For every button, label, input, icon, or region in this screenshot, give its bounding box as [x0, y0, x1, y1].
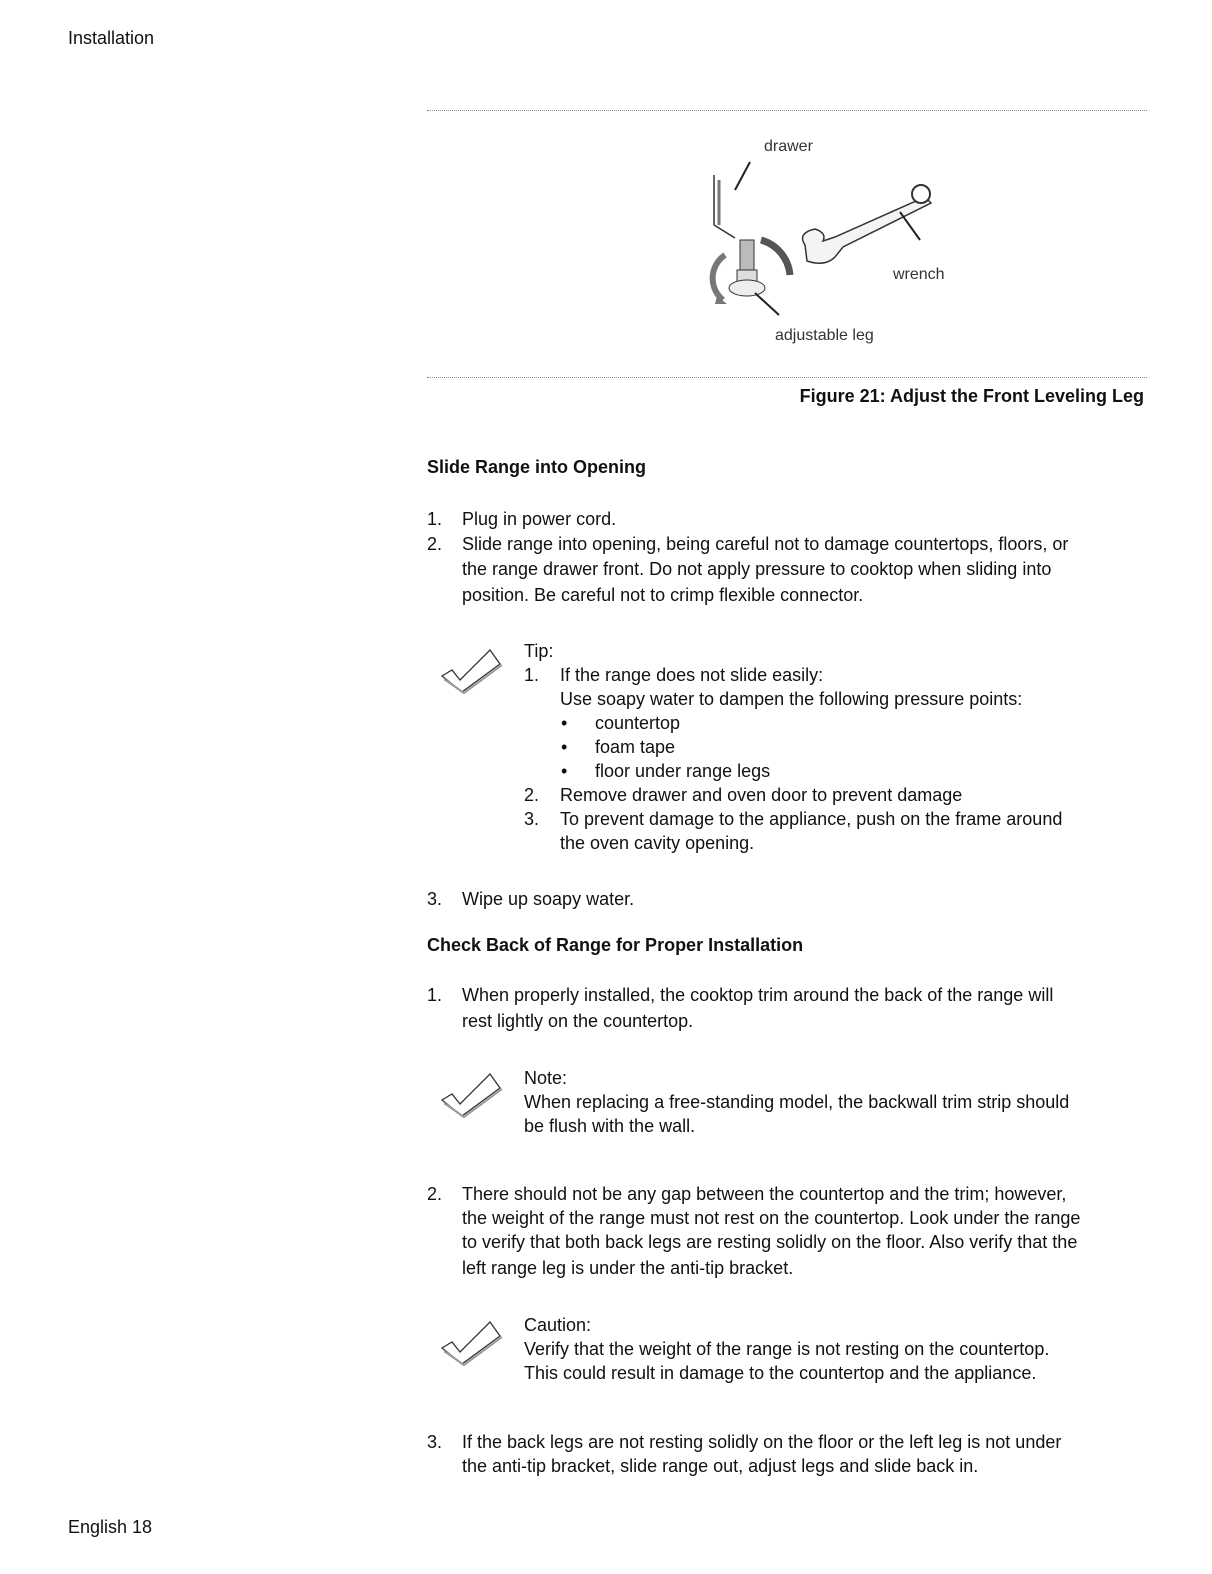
figure-top-rule — [427, 110, 1147, 111]
section-header: Installation — [68, 28, 155, 48]
tip-text: To prevent damage to the appliance, push on the frame around — [560, 809, 1063, 829]
step-text: the anti-tip bracket, slide range out, adjust legs and slide back in. — [462, 1456, 979, 1476]
wrench-label: wrench — [893, 266, 945, 283]
note-text: be flush with the wall. — [524, 1116, 696, 1136]
checkmark-icon — [440, 1320, 504, 1366]
bullet-dot: • — [561, 737, 568, 757]
drawer-label: drawer — [764, 138, 813, 155]
page-footer: English 18 — [68, 1517, 153, 1537]
step-text: the range drawer front. Do not apply pressure to cooktop when sliding into — [462, 559, 1052, 579]
caution-title: Caution: — [524, 1315, 592, 1335]
step-text: If the back legs are not resting solidly on the floor or the left leg is not under — [462, 1432, 1062, 1452]
step-number: 3. — [427, 1432, 443, 1452]
bullet-dot: • — [561, 761, 568, 781]
step-text: to verify that both back legs are resting solidly on the floor. Also verify that the — [462, 1232, 1078, 1252]
figure-bottom-rule — [427, 377, 1147, 378]
tip-item-number: 3. — [524, 809, 540, 829]
bullet-dot: • — [561, 713, 568, 733]
tip-bullet: countertop — [595, 713, 681, 733]
adjustable-leg-label: adjustable leg — [775, 327, 874, 344]
section-heading-check: Check Back of Range for Proper Installation — [427, 935, 804, 955]
caution-text: This could result in damage to the countertop and the appliance. — [524, 1363, 1037, 1383]
note-text: When replacing a free-standing model, the backwall trim strip should — [524, 1092, 1070, 1112]
wrench-leg-illustration — [695, 160, 965, 330]
tip-bullet: floor under range legs — [595, 761, 771, 781]
step-text: Slide range into opening, being careful not to damage countertops, floors, or — [462, 534, 1069, 554]
step-text: Plug in power cord. — [462, 509, 617, 529]
step-text: There should not be any gap between the countertop and the trim; however, — [462, 1184, 1067, 1204]
tip-item-number: 1. — [524, 665, 540, 685]
figure-caption: Figure 21: Adjust the Front Leveling Leg — [799, 386, 1144, 406]
tip-text: If the range does not slide easily: — [560, 665, 824, 685]
step-number: 2. — [427, 534, 443, 554]
tip-text: the oven cavity opening. — [560, 833, 755, 853]
step-number: 1. — [427, 509, 443, 529]
checkmark-icon — [440, 648, 504, 694]
tip-bullet: foam tape — [595, 737, 676, 757]
step-number: 3. — [427, 889, 443, 909]
step-text: When properly installed, the cooktop trim around the back of the range will — [462, 985, 1054, 1005]
step-number: 2. — [427, 1184, 443, 1204]
caution-text: Verify that the weight of the range is not resting on the countertop. — [524, 1339, 1050, 1359]
note-title: Note: — [524, 1068, 568, 1088]
tip-text: Remove drawer and oven door to prevent damage — [560, 785, 963, 805]
step-text: Wipe up soapy water. — [462, 889, 635, 909]
step-text: position. Be careful not to crimp flexible connector. — [462, 585, 864, 605]
step-text: left range leg is under the anti-tip bracket. — [462, 1258, 794, 1278]
step-text: the weight of the range must not rest on the countertop. Look under the range — [462, 1208, 1081, 1228]
step-number: 1. — [427, 985, 443, 1005]
tip-title: Tip: — [524, 641, 554, 661]
tip-text: Use soapy water to dampen the following pressure points: — [560, 689, 1023, 709]
checkmark-icon — [440, 1072, 504, 1118]
section-heading-slide: Slide Range into Opening — [427, 457, 647, 477]
tip-item-number: 2. — [524, 785, 540, 805]
step-text: rest lightly on the countertop. — [462, 1011, 694, 1031]
